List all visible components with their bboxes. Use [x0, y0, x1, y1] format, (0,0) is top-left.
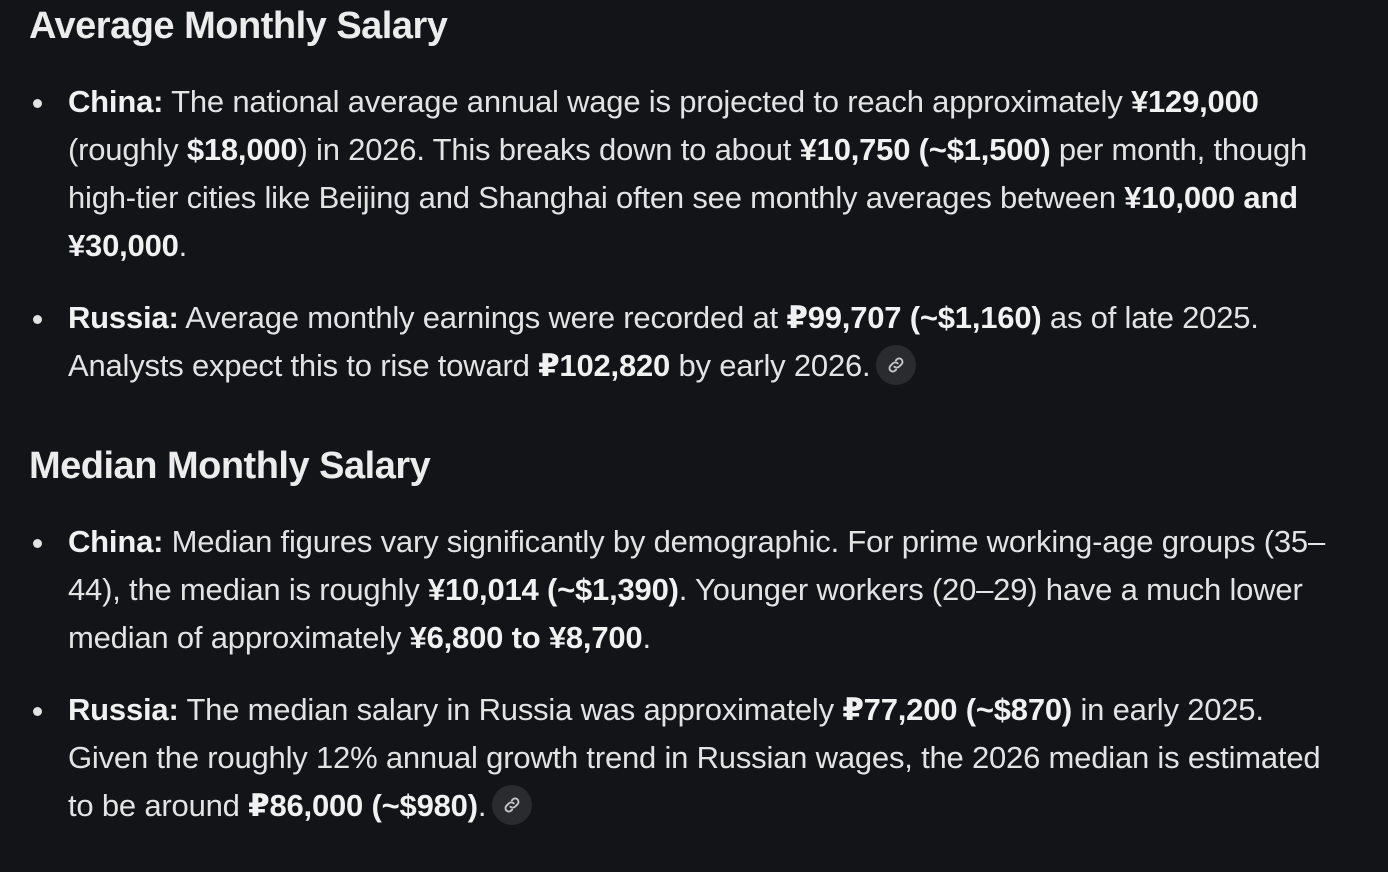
- value-highlight: ¥129,000: [1130, 84, 1259, 119]
- item-text: Median figures vary significantly by demographic. For prime working-age groups (35–44), the median is roughly: [68, 524, 1325, 607]
- value-highlight: $18,000: [186, 132, 298, 167]
- source-link-button[interactable]: [876, 345, 916, 385]
- item-text: (roughly: [68, 132, 187, 167]
- section-heading-average: Average Monthly Salary: [29, 5, 448, 47]
- item-text: .: [477, 788, 487, 823]
- country-label: Russia:: [68, 300, 179, 335]
- section-heading-median: Median Monthly Salary: [29, 445, 431, 487]
- median-list: [0, 518, 1388, 830]
- list-item-median-russia: [0, 686, 1388, 830]
- value-highlight: ¥10,750 (~$1,500): [799, 132, 1051, 167]
- item-text: .: [178, 228, 188, 263]
- value-highlight: ¥6,800 to ¥8,700: [409, 620, 643, 655]
- country-label: Russia:: [68, 692, 179, 727]
- value-highlight: ₽86,000 (~$980): [248, 788, 478, 823]
- value-highlight: ¥10,014 (~$1,390): [427, 572, 679, 607]
- value-highlight: ₽102,820: [538, 348, 671, 383]
- country-label: China:: [68, 84, 164, 119]
- value-highlight: ₽99,707 (~$1,160): [786, 300, 1042, 335]
- value-highlight: ₽77,200 (~$870): [842, 692, 1073, 727]
- item-text: The national average annual wage is projected to reach approximately: [163, 84, 1131, 119]
- source-link-button[interactable]: [492, 785, 532, 825]
- item-text: as of late 2025. Analysts expect this to rise toward: [68, 300, 1259, 383]
- item-text: Average monthly earnings were recorded at: [178, 300, 787, 335]
- item-text: . Younger workers (20–29) have a much lower median of approximately: [68, 572, 1303, 655]
- list-item-median-china: [0, 518, 1388, 662]
- item-text: .: [642, 620, 651, 655]
- link-icon: [886, 355, 906, 375]
- item-text: by early 2026.: [670, 348, 871, 383]
- average-list: [0, 78, 1388, 390]
- list-item-average-china: [0, 78, 1388, 270]
- country-label: China:: [68, 524, 164, 559]
- item-text: ) in 2026. This breaks down to about: [297, 132, 800, 167]
- list-item-average-russia: [0, 294, 1388, 390]
- item-text: The median salary in Russia was approximately: [178, 692, 843, 727]
- value-highlight: ¥10,000 and ¥30,000: [68, 180, 1298, 263]
- link-icon: [502, 795, 522, 815]
- item-text: per month, though high-tier cities like Beijing and Shanghai often see monthly averages between: [68, 132, 1308, 215]
- item-text: in early 2025. Given the roughly 12% annual growth trend in Russian wages, the 2026 median is estimated to be around: [68, 692, 1321, 823]
